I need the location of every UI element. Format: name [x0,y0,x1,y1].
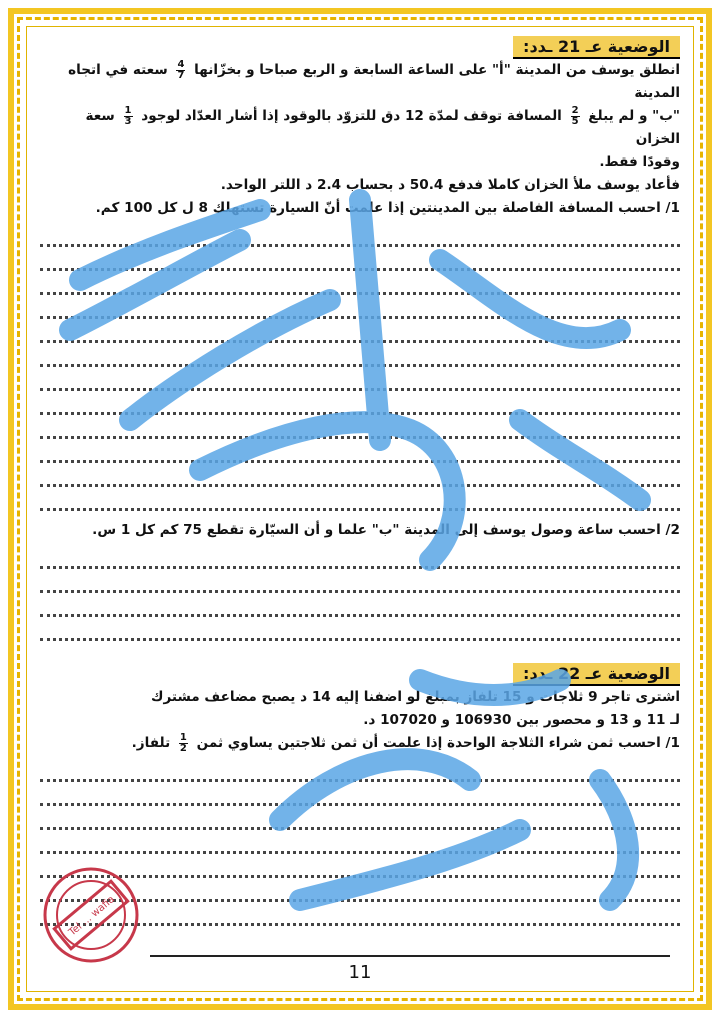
situation-21-title: الوضعية عـ 21 ـدد: [513,36,680,59]
situation-21 [40,36,680,641]
situation-21-line-1: انطلق يوسف من المدينة "أ" على الساعة السابعة و الربع صباحا و بخزّانها $\frac{4}{7}$ سعته في اتجاه المدينة [68,58,680,101]
question-21-1: 1/ احسب المسافة الفاصلة بين المدينتين إذا علمت أنّ السيارة تستهلك 8 ل كل 100 كم. [95,200,680,216]
footer-rule [150,955,670,957]
fraction-1-3: $\frac{1}{3}$ [124,104,132,127]
worksheet-content [40,36,680,926]
question-22-1: 1/ احسب ثمن شراء الثلاجة الواحدة إذا علمت أن ثمن ثلاجتين يساوي ثمن $\frac{1}{2}$ تلفاز. [131,731,680,754]
situation-22-line-1: اشترى تاجر 9 ثلاجات و 15 تلفاز بمبلغ لو اضفنا إليه 14 د يصبح مضاعف مشترك [150,689,680,705]
fraction-1-2: $\frac{1}{2}$ [179,731,187,754]
situation-21-line-3: وقودًا فقط. [599,154,680,170]
answer-lines-21-2 [40,545,680,641]
question-21-2: 2/ احسب ساعة وصول يوسف إلى المدينة "ب" علما و أن السيّارة تقطع 75 كم كل 1 س. [92,522,680,538]
situation-21-line-2: "ب" و لم يبلغ $\frac{2}{5}$ المسافة توقف لمدّة 12 دق للتزوّد بالوقود إذا أشار العدّاد لوجود $\frac{1}{3}$ سعة الخزان [85,104,680,147]
answer-lines-21-1 [40,223,680,511]
situation-22-title: الوضعية عـ 22 ـدد: [513,663,680,686]
page-number: 11 [348,962,372,983]
situation-21-line-4: فأعاد يوسف ملأ الخزان كاملا فدفع 50.4 د بحساب 2.4 د اللتر الواحد. [220,177,680,193]
situation-22-line-2: لـ 11 و 13 و محصور بين 106930 و 107020 د. [363,712,680,728]
fraction-2-5: $\frac{2}{5}$ [571,104,579,127]
stamp-seal [42,866,140,964]
fraction-4-7: $\frac{4}{7}$ [177,58,185,81]
svg-text:Tel ... wafia: Tel ... wafia [66,893,117,939]
